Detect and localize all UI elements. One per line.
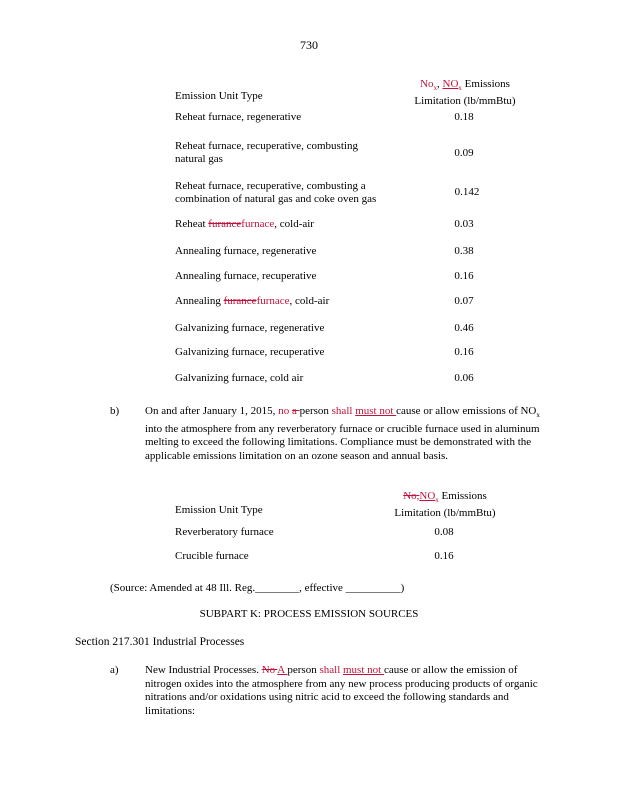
table1-header-new: NO — [442, 78, 459, 90]
table-row-type — [175, 140, 475, 166]
type-pre: Annealing — [175, 295, 224, 307]
table-row-value: 0.16 — [434, 550, 454, 562]
table2-header-sep: , — [416, 490, 420, 502]
text: On and after January 1, 2015, — [145, 405, 279, 417]
text: New Industrial Processes. — [145, 664, 262, 676]
deleted-text: furance — [223, 295, 257, 307]
table2-col2-header — [375, 490, 515, 520]
table-row-type-line2: natural gas — [175, 153, 223, 165]
table-row-type-line2: combination of natural gas and coke oven gas — [175, 193, 377, 205]
table2-header-sub: x — [435, 496, 439, 505]
text: into the atmosphere from any reverberatory furnace or crucible furnace used in aluminum melting to exceed the following limitations. Compliance must be demonstrated with the applicable emissions limitation on an ozone season and annual basis. — [145, 422, 540, 462]
subpart-heading: SUBPART K: PROCESS EMISSION SOURCES — [199, 608, 419, 620]
table-row-value: 0.18 — [454, 111, 474, 123]
inserted-text: shall — [331, 405, 356, 417]
table2-header-line2: Limitation (lb/mmBtu) — [394, 507, 496, 520]
table-row-type: Galvanizing furnace, cold air — [175, 372, 304, 384]
table-row-type — [175, 295, 475, 307]
table-row-type: Reheat furnace, regenerative — [175, 111, 302, 123]
table-row-value: 0.07 — [454, 295, 474, 307]
source-prefix: (Source: Amended at 48 Ill. Reg. — [110, 582, 256, 594]
table-row-value: 0.46 — [454, 322, 474, 334]
table-row-value: 0.03 — [454, 218, 474, 230]
inserted-text: must not — [343, 664, 384, 676]
table1-col1-header: Emission Unit Type — [175, 90, 263, 102]
source-mid: , effective — [299, 582, 346, 594]
table-row-type: Crucible furnace — [175, 550, 249, 562]
source-blank-reg: ________ — [255, 582, 300, 594]
source-blank-effective: __________ — [345, 582, 401, 594]
table-row-type: Annealing furnace, regenerative — [175, 245, 317, 257]
table1-header-old-sub: x — [433, 84, 438, 93]
section-heading: Section 217.301 Industrial Processes — [75, 636, 245, 648]
source-note — [110, 582, 404, 594]
table1-header-new-sub: x — [458, 84, 462, 93]
table2-header-old: No — [403, 490, 417, 502]
page-number: 730 — [300, 38, 318, 52]
text: person — [299, 405, 332, 417]
para-b-label: b) — [110, 405, 120, 417]
table2-col1-header: Emission Unit Type — [175, 504, 263, 516]
inserted-text: shall — [319, 664, 343, 676]
inserted-text: furnace — [241, 218, 275, 230]
text: cause or allow the emission of nitrogen oxides into the atmosphere from any new process producing products of organic nitrations and/or oxidations using nitric acid to exceed the following standards and limitations: — [145, 664, 538, 717]
para-b — [145, 405, 545, 464]
table1-header-old: No — [420, 78, 434, 90]
table-row-value: 0.38 — [454, 245, 474, 257]
deleted-text: a — [291, 405, 300, 417]
inserted-text: furnace — [256, 295, 290, 307]
source-suffix: ) — [400, 582, 405, 594]
subscript: x — [536, 411, 540, 420]
table-row-value: 0.142 — [454, 186, 480, 198]
inserted-text: must not — [355, 405, 397, 417]
text: person — [287, 664, 320, 676]
table1-header-line2: Limitation (lb/mmBtu) — [414, 95, 516, 108]
table-row-type-line1: Reheat furnace, recuperative, combusting — [175, 140, 358, 152]
table-row-value: 0.09 — [454, 147, 474, 159]
table1-col2-header: $No_x$, $NO_x$ Emissions Limitation (lb/mmBtu) — [400, 78, 530, 108]
table-row-value: 0.16 — [454, 346, 474, 358]
table-row-type — [175, 180, 475, 206]
type-post: , cold-air — [289, 295, 330, 307]
table-row-value: 0.16 — [454, 270, 474, 282]
type-pre: Reheat — [175, 218, 209, 230]
para-a-label: a) — [110, 664, 119, 676]
table-row-type — [175, 218, 475, 230]
table2-header-new: NO — [419, 490, 436, 502]
table-row-value: 0.06 — [454, 372, 474, 384]
table-row-type: Galvanizing furnace, recuperative — [175, 346, 325, 358]
table-row-type: Reverberatory furnace — [175, 526, 274, 538]
inserted-text: no — [278, 405, 292, 417]
deleted-text: furance — [208, 218, 242, 230]
table-row-type-line1: Reheat furnace, recuperative, combusting a — [175, 180, 366, 192]
table-row-value: 0.08 — [434, 526, 454, 538]
table1-header-tail: Emissions — [461, 78, 510, 90]
text: cause or allow emissions of NO — [396, 405, 537, 417]
para-a — [145, 664, 545, 718]
deleted-text: No — [261, 664, 278, 676]
table2-header-tail: Emissions — [438, 490, 487, 502]
table-row-type: Annealing furnace, recuperative — [175, 270, 317, 282]
table-row-type: Galvanizing furnace, regenerative — [175, 322, 325, 334]
inserted-text: A — [277, 664, 288, 676]
type-post: , cold-air — [274, 218, 314, 230]
